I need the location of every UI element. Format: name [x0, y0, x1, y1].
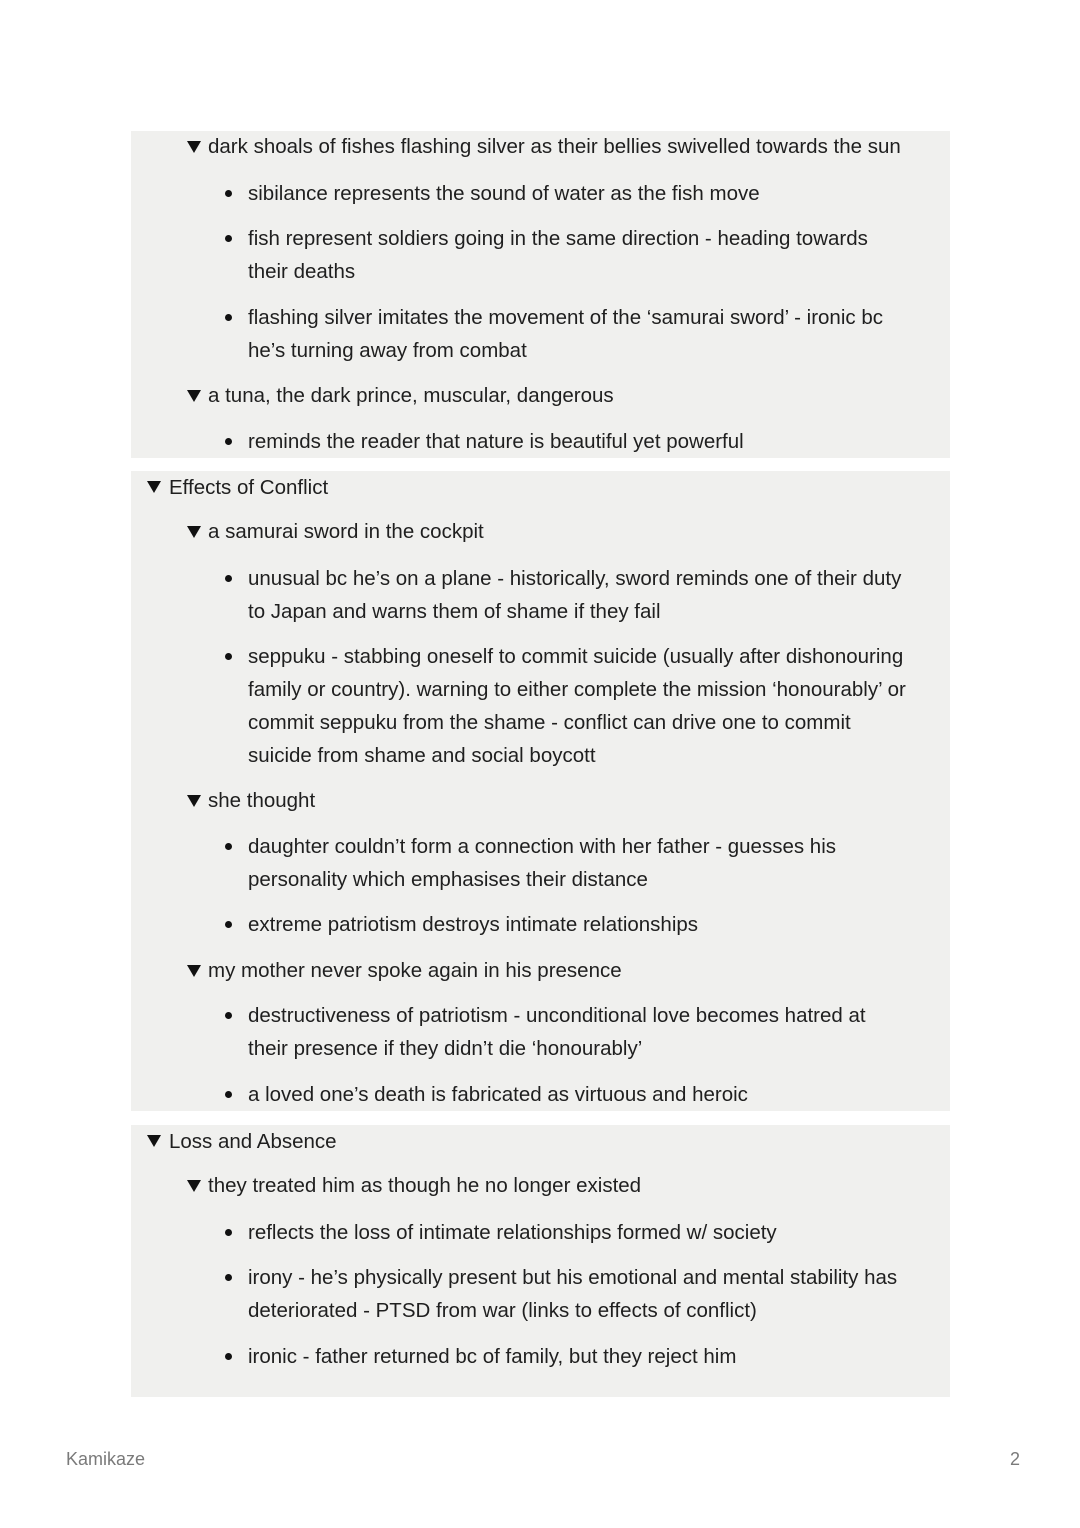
bullet-text: destructiveness of patriotism - unconditional love becomes hatred at: [248, 1004, 866, 1027]
bullet-icon: [225, 1091, 232, 1098]
toggle-heading[interactable]: a samurai sword in the cockpit: [208, 520, 484, 543]
bullet-icon: [225, 314, 232, 321]
bullet-text-continued: commit seppuku from the shame - conflict can drive one to commit: [248, 711, 851, 734]
section-title[interactable]: Effects of Conflict: [169, 476, 329, 499]
toggle-heading[interactable]: a tuna, the dark prince, muscular, dangerous: [208, 384, 614, 407]
toggle-heading[interactable]: dark shoals of fishes flashing silver as their bellies swivelled towards the sun: [208, 135, 901, 158]
collapse-triangle-icon[interactable]: [187, 1180, 201, 1192]
bullet-text: extreme patriotism destroys intimate relationships: [248, 913, 699, 936]
bullet-icon: [225, 438, 232, 445]
bullet-icon: [225, 1353, 232, 1360]
toggle-heading[interactable]: she thought: [208, 789, 316, 812]
bullet-text: reflects the loss of intimate relationships formed w/ society: [248, 1221, 777, 1244]
bullet-text-continued: their deaths: [248, 260, 356, 283]
bullet-text: ironic - father returned bc of family, but they reject him: [248, 1345, 737, 1368]
bullet-text: flashing silver imitates the movement of the ‘samurai sword’ - ironic bc: [248, 306, 883, 329]
bullet-text: unusual bc he’s on a plane - historically, sword reminds one of their duty: [248, 567, 902, 590]
collapse-triangle-icon[interactable]: [187, 965, 201, 977]
bullet-icon: [225, 843, 232, 850]
document-footer-title: Kamikaze: [66, 1449, 146, 1469]
bullet-text-continued: to Japan and warns them of shame if they fail: [248, 600, 661, 623]
bullet-text-continued: deteriorated - PTSD from war (links to effects of conflict): [248, 1299, 757, 1322]
collapse-triangle-icon[interactable]: [187, 795, 201, 807]
bullet-text-continued: suicide from shame and social boycott: [248, 744, 596, 767]
bullet-text: reminds the reader that nature is beautiful yet powerful: [248, 430, 744, 453]
notes-block-loss-and-absence: [131, 1125, 950, 1397]
bullet-text: a loved one’s death is fabricated as virtuous and heroic: [248, 1083, 748, 1106]
collapse-triangle-icon[interactable]: [187, 526, 201, 538]
collapse-triangle-icon[interactable]: [187, 141, 201, 153]
bullet-icon: [225, 921, 232, 928]
page-number: 2: [1009, 1449, 1020, 1469]
bullet-text: daughter couldn’t form a connection with her father - guesses his: [248, 835, 836, 858]
bullet-icon: [225, 1229, 232, 1236]
bullet-text: sibilance represents the sound of water as the fish move: [248, 182, 760, 205]
bullet-icon: [225, 1012, 232, 1019]
toggle-heading[interactable]: my mother never spoke again in his presence: [208, 959, 622, 982]
bullet-icon: [225, 235, 232, 242]
notes-block-continuation: [131, 131, 950, 458]
bullet-text-continued: family or country). warning to either complete the mission ‘honourably’ or: [248, 678, 906, 701]
bullet-text-continued: their presence if they didn’t die ‘honourably’: [248, 1037, 643, 1060]
bullet-text-continued: personality which emphasises their distance: [248, 868, 648, 891]
bullet-icon: [225, 1274, 232, 1281]
collapse-triangle-icon[interactable]: [187, 390, 201, 402]
bullet-icon: [225, 190, 232, 197]
bullet-text-continued: he’s turning away from combat: [248, 339, 527, 362]
bullet-icon: [225, 653, 232, 660]
collapse-triangle-icon[interactable]: [147, 1135, 161, 1147]
bullet-icon: [225, 575, 232, 582]
toggle-heading[interactable]: they treated him as though he no longer existed: [208, 1174, 642, 1197]
collapse-triangle-icon[interactable]: [147, 481, 161, 493]
section-title[interactable]: Loss and Absence: [169, 1130, 337, 1153]
bullet-text: irony - he’s physically present but his emotional and mental stability has: [248, 1266, 898, 1289]
bullet-text: seppuku - stabbing oneself to commit suicide (usually after dishonouring: [248, 645, 904, 668]
bullet-text: fish represent soldiers going in the same direction - heading towards: [248, 227, 868, 250]
notes-block-effects-of-conflict: [131, 471, 950, 1111]
